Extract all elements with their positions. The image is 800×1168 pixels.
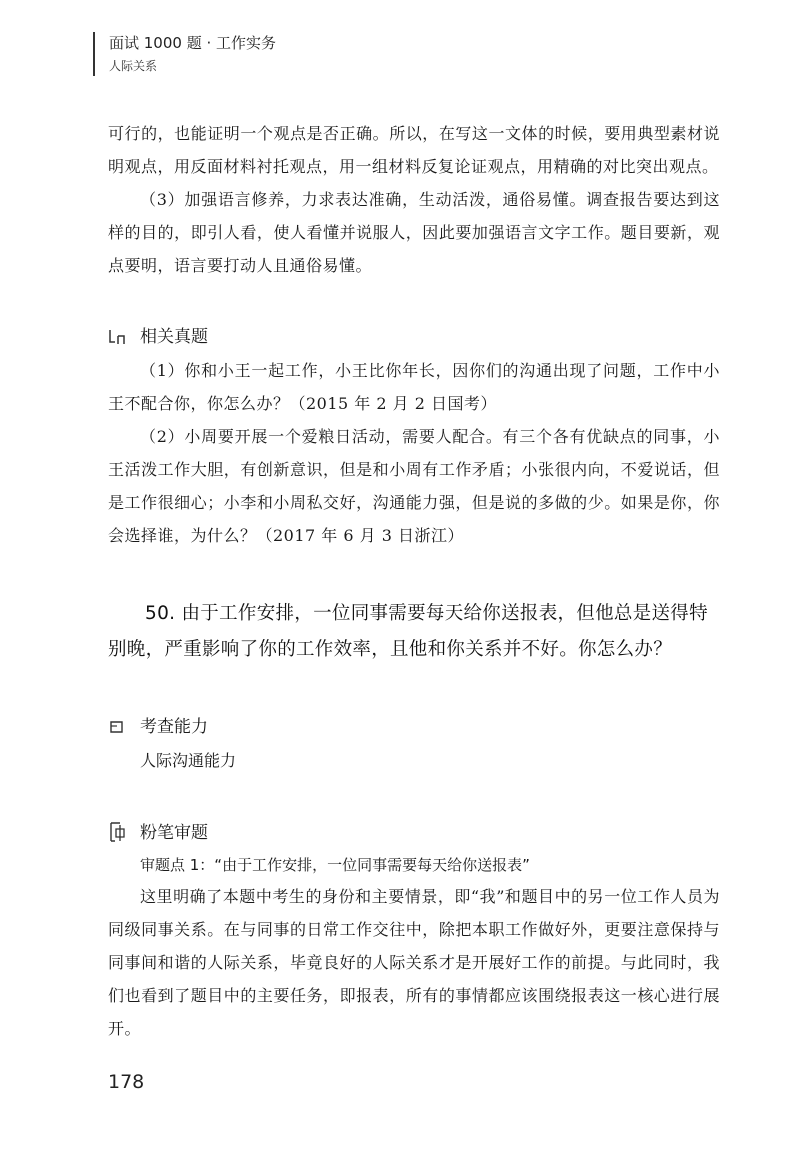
related-question-2: （2）小周要开展一个爱粮日活动，需要人配合。有三个各有优缺点的同事，小王活泼工作大胆，有创新意识，但是和小周有工作矛盾；小张很内向，不爱说话，但是工作很细心；小李和小周私交好，沟通能力强，但是说的多做的少。如果是你，你会选择谁，为什么？（2017 年 6 月 3 日浙江） xyxy=(108,427,720,545)
page-body xyxy=(108,117,720,1045)
analysis-heading xyxy=(108,820,720,846)
ability-heading xyxy=(108,714,720,740)
analysis-point-1-body: 这里明确了本题中考生的身份和主要情景，即“我”和题目中的另一位工作人员为同级同事关系。在与同事的日常工作交往中，除把本职工作做好外，更要注意保持与同事间和谐的人际关系，毕竟良好的人际关系才是开展好工作的前提。与此同时，我们也看到了题目中的主要任务，即报表，所有的事情都应该围绕报表这一核心进行展开。 xyxy=(108,887,720,1038)
analysis-section xyxy=(108,820,720,1045)
section-pencil-icon xyxy=(108,821,126,843)
related-question-1: （1）你和小王一起工作，小王比你年长，因你们的沟通出现了问题，工作中小王不配合你，你怎么办？（2015 年 2 月 2 日国考） xyxy=(108,361,720,413)
chapter-subtitle: 人际关系 xyxy=(109,59,158,73)
book-title: 面试 1000 题 · 工作实务 xyxy=(109,34,277,52)
page-number: 178 xyxy=(108,1071,145,1093)
ability-section xyxy=(108,714,720,776)
ability-heading-text: 考查能力 xyxy=(140,717,208,737)
section-square-icon xyxy=(108,718,126,736)
section-bracket-icon xyxy=(108,328,126,346)
ability-value: 人际沟通能力 xyxy=(140,751,237,770)
related-questions-heading xyxy=(108,324,720,350)
intro-paragraph-1: 可行的，也能证明一个观点是否正确。所以，在写这一文体的时候，要用典型素材说明观点，用反面材料衬托观点，用一组材料反复论证观点，用精确的对比突出观点。 xyxy=(108,124,720,176)
related-questions-section xyxy=(108,324,720,552)
question-title: 50. 由于工作安排，一位同事需要每天给你送报表，但他总是送得特别晚，严重影响了你的工作效率，且他和你关系并不好。你怎么办？ xyxy=(108,603,708,660)
analysis-point-1-label: 审题点 1：“由于工作安排，一位同事需要每天给你送报表” xyxy=(140,856,530,874)
analysis-heading-text: 粉笔审题 xyxy=(140,823,208,843)
running-header xyxy=(93,32,276,76)
intro-paragraph-2: （3）加强语言修养，力求表达准确，生动活泼，通俗易懂。调查报告要达到这样的目的，即引人看，使人看懂并说服人，因此要加强语言文字工作。题目要新，观点要明，语言要打动人且通俗易懂。 xyxy=(108,190,720,275)
related-questions-heading-text: 相关真题 xyxy=(140,327,208,347)
